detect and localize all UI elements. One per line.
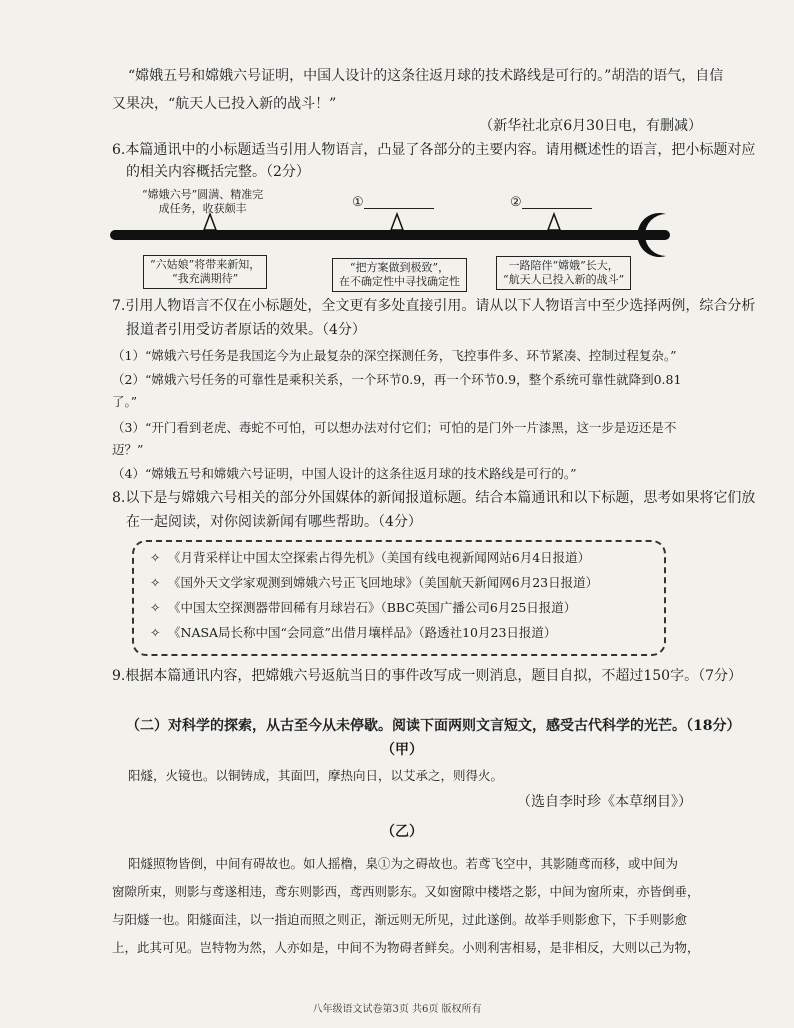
timeline-bar bbox=[110, 230, 670, 240]
question-6-line-1: 6.本篇通讯中的小标题适当引用人物语言，凸显了各部分的主要内容。请用概述性的语言，把小标题对应 bbox=[112, 142, 756, 158]
timeline-box-2 bbox=[332, 258, 467, 292]
passage-jia-source: （选自李时珍《本草纲目》） bbox=[517, 794, 692, 810]
passage-yi-line-4: 上，此其可见。岂特物为然，人亦如是，中间不为物碍者鲜矣。小则利害相易，是非相反，大则以己为物， bbox=[112, 940, 700, 955]
headline-item-2 bbox=[150, 573, 598, 593]
headline-text-2: 《国外天文学家观测到嫦娥六号正飞回地球》（美国航天新闻网6月23日报道） bbox=[168, 575, 599, 590]
blank-1-line bbox=[364, 196, 434, 209]
timeline-label-1-line-1: “嫦娥六号”圆满、精准完 bbox=[142, 188, 264, 201]
timeline-box-1-line-2: “我充满期待” bbox=[172, 272, 239, 285]
question-8-line-1: 8.以下是与嫦娥六号相关的部分外国媒体的新闻报道标题。结合本篇通讯和以下标题，思考如果将它们放 bbox=[112, 490, 756, 506]
question-7-line-1: 7.引用人物语言不仅在小标题处，全文更有多处直接引用。请从以下人物语言中至少选择两例，综合分析 bbox=[112, 298, 756, 314]
timeline-marker-3 bbox=[548, 214, 560, 230]
question-8-line-2: 在一起阅读，对你阅读新闻有哪些帮助。（4分） bbox=[126, 514, 422, 530]
timeline-box-1 bbox=[143, 255, 267, 289]
headline-item-4 bbox=[150, 623, 556, 643]
timeline-label-1 bbox=[142, 188, 263, 216]
quote-item-2-cont: 了。” bbox=[112, 394, 138, 409]
headline-text-4: 《NASA局长称中国“会同意”出借月壤样品》（路透社10月23日报道） bbox=[168, 625, 557, 640]
headline-text-3: 《中国太空探测器带回稀有月球岩石》（BBC英国广播公司6月25日报道） bbox=[168, 600, 577, 615]
timeline-blank-2 bbox=[510, 196, 592, 210]
diamond-bullet-icon: ✧ bbox=[150, 600, 161, 615]
quote-line-1: “嫦娥五号和嫦娥六号证明，中国人设计的这条往返月球的技术路线是可行的。”胡浩的语气，自信 bbox=[128, 68, 724, 84]
headline-item-3 bbox=[150, 598, 576, 618]
timeline-label-1-line-2: 成任务，收获颇丰 bbox=[158, 202, 247, 215]
question-9: 9.根据本篇通讯内容，把嫦娥六号返航当日的事件改写成一则消息，题目自拟，不超过150字。（7分） bbox=[112, 668, 742, 684]
blank-2-line bbox=[522, 196, 592, 209]
passage-yi-title: （乙） bbox=[381, 824, 423, 840]
passage-yi-line-2: 窗隙所束，则影与鸢遂相违，鸢东则影西，鸢西则影东。又如窗隙中楼塔之影，中间为窗所束，亦皆倒垂， bbox=[112, 884, 700, 899]
page-footer: 八年级语文试卷第3页 共6页 版权所有 bbox=[312, 1004, 482, 1015]
passage-yi-line-1: 阳燧照物皆倒，中间有碍故也。如人摇橹，臬①为之碍故也。若鸢飞空中，其影随鸢而移，或中间为 bbox=[128, 856, 679, 871]
timeline-box-1-line-1: “六姑娘”将带来新知， bbox=[150, 258, 261, 271]
passage-jia-title: （甲） bbox=[381, 742, 423, 758]
quote-item-3-cont: 迈？” bbox=[112, 442, 144, 457]
timeline-box-3 bbox=[496, 256, 631, 290]
headline-text-1: 《月背采样让中国太空探索占得先机》（美国有线电视新闻网站6月4日报道） bbox=[168, 550, 591, 565]
blank-1-number: ① bbox=[352, 195, 364, 210]
passage-yi-line-3: 与阳燧一也。阳燧面洼，以一指迫而照之则正，渐远则无所见，过此遂倒。故举手则影愈下，下手则影愈 bbox=[112, 912, 688, 927]
timeline-marker-1 bbox=[204, 214, 216, 230]
question-7-line-2: 报道者引用受访者原话的效果。（4分） bbox=[126, 322, 366, 338]
quote-item-4: （4）“嫦娥五号和嫦娥六号证明，中国人设计的这条往返月球的技术路线是可行的。” bbox=[112, 466, 577, 481]
timeline-box-2-line-2: 在不确定性中寻找确定性 bbox=[339, 275, 460, 288]
timeline-marker-2 bbox=[391, 214, 403, 230]
question-6-line-2: 的相关内容概括完整。（2分） bbox=[126, 164, 310, 180]
section-2-heading: （二）对科学的探索，从古至今从未停歇。阅读下面两则文言短文，感受古代科学的光芒。（18分） bbox=[126, 718, 741, 734]
timeline-box-3-line-2: “航天人已投入新的战斗” bbox=[503, 273, 625, 286]
timeline-box-3-line-1: 一路陪伴“嫦娥”长大， bbox=[508, 259, 619, 272]
timeline-blank-1 bbox=[352, 196, 434, 210]
diamond-bullet-icon: ✧ bbox=[150, 575, 161, 590]
quote-item-1: （1）“嫦娥六号任务是我国迄今为止最复杂的深空探测任务，飞控事件多、环节紧凑、控制过程复杂。” bbox=[112, 348, 677, 363]
quote-item-2: （2）“嫦娥六号任务的可靠性是乘积关系，一个环节0.9，再一个环节0.9，整个系统可靠性就降到0.81 bbox=[112, 372, 682, 387]
blank-2-number: ② bbox=[510, 195, 522, 210]
timeline-box-2-line-1: “把方案做到极致”， bbox=[349, 261, 450, 274]
headline-item-1 bbox=[150, 548, 590, 568]
diamond-bullet-icon: ✧ bbox=[150, 550, 161, 565]
quote-item-3: （3）“开门看到老虎、毒蛇不可怕，可以想办法对付它们；可怕的是门外一片漆黑，这一步是迈还是不 bbox=[112, 420, 677, 435]
passage-jia-text: 阳燧，火镜也。以铜铸成，其面凹，摩热向日，以艾承之，则得火。 bbox=[128, 768, 504, 783]
quote-line-2: 又果决，“航天人已投入新的战斗！” bbox=[112, 96, 337, 112]
diamond-bullet-icon: ✧ bbox=[150, 625, 161, 640]
news-source: （新华社北京6月30日电，有删减） bbox=[479, 118, 702, 134]
